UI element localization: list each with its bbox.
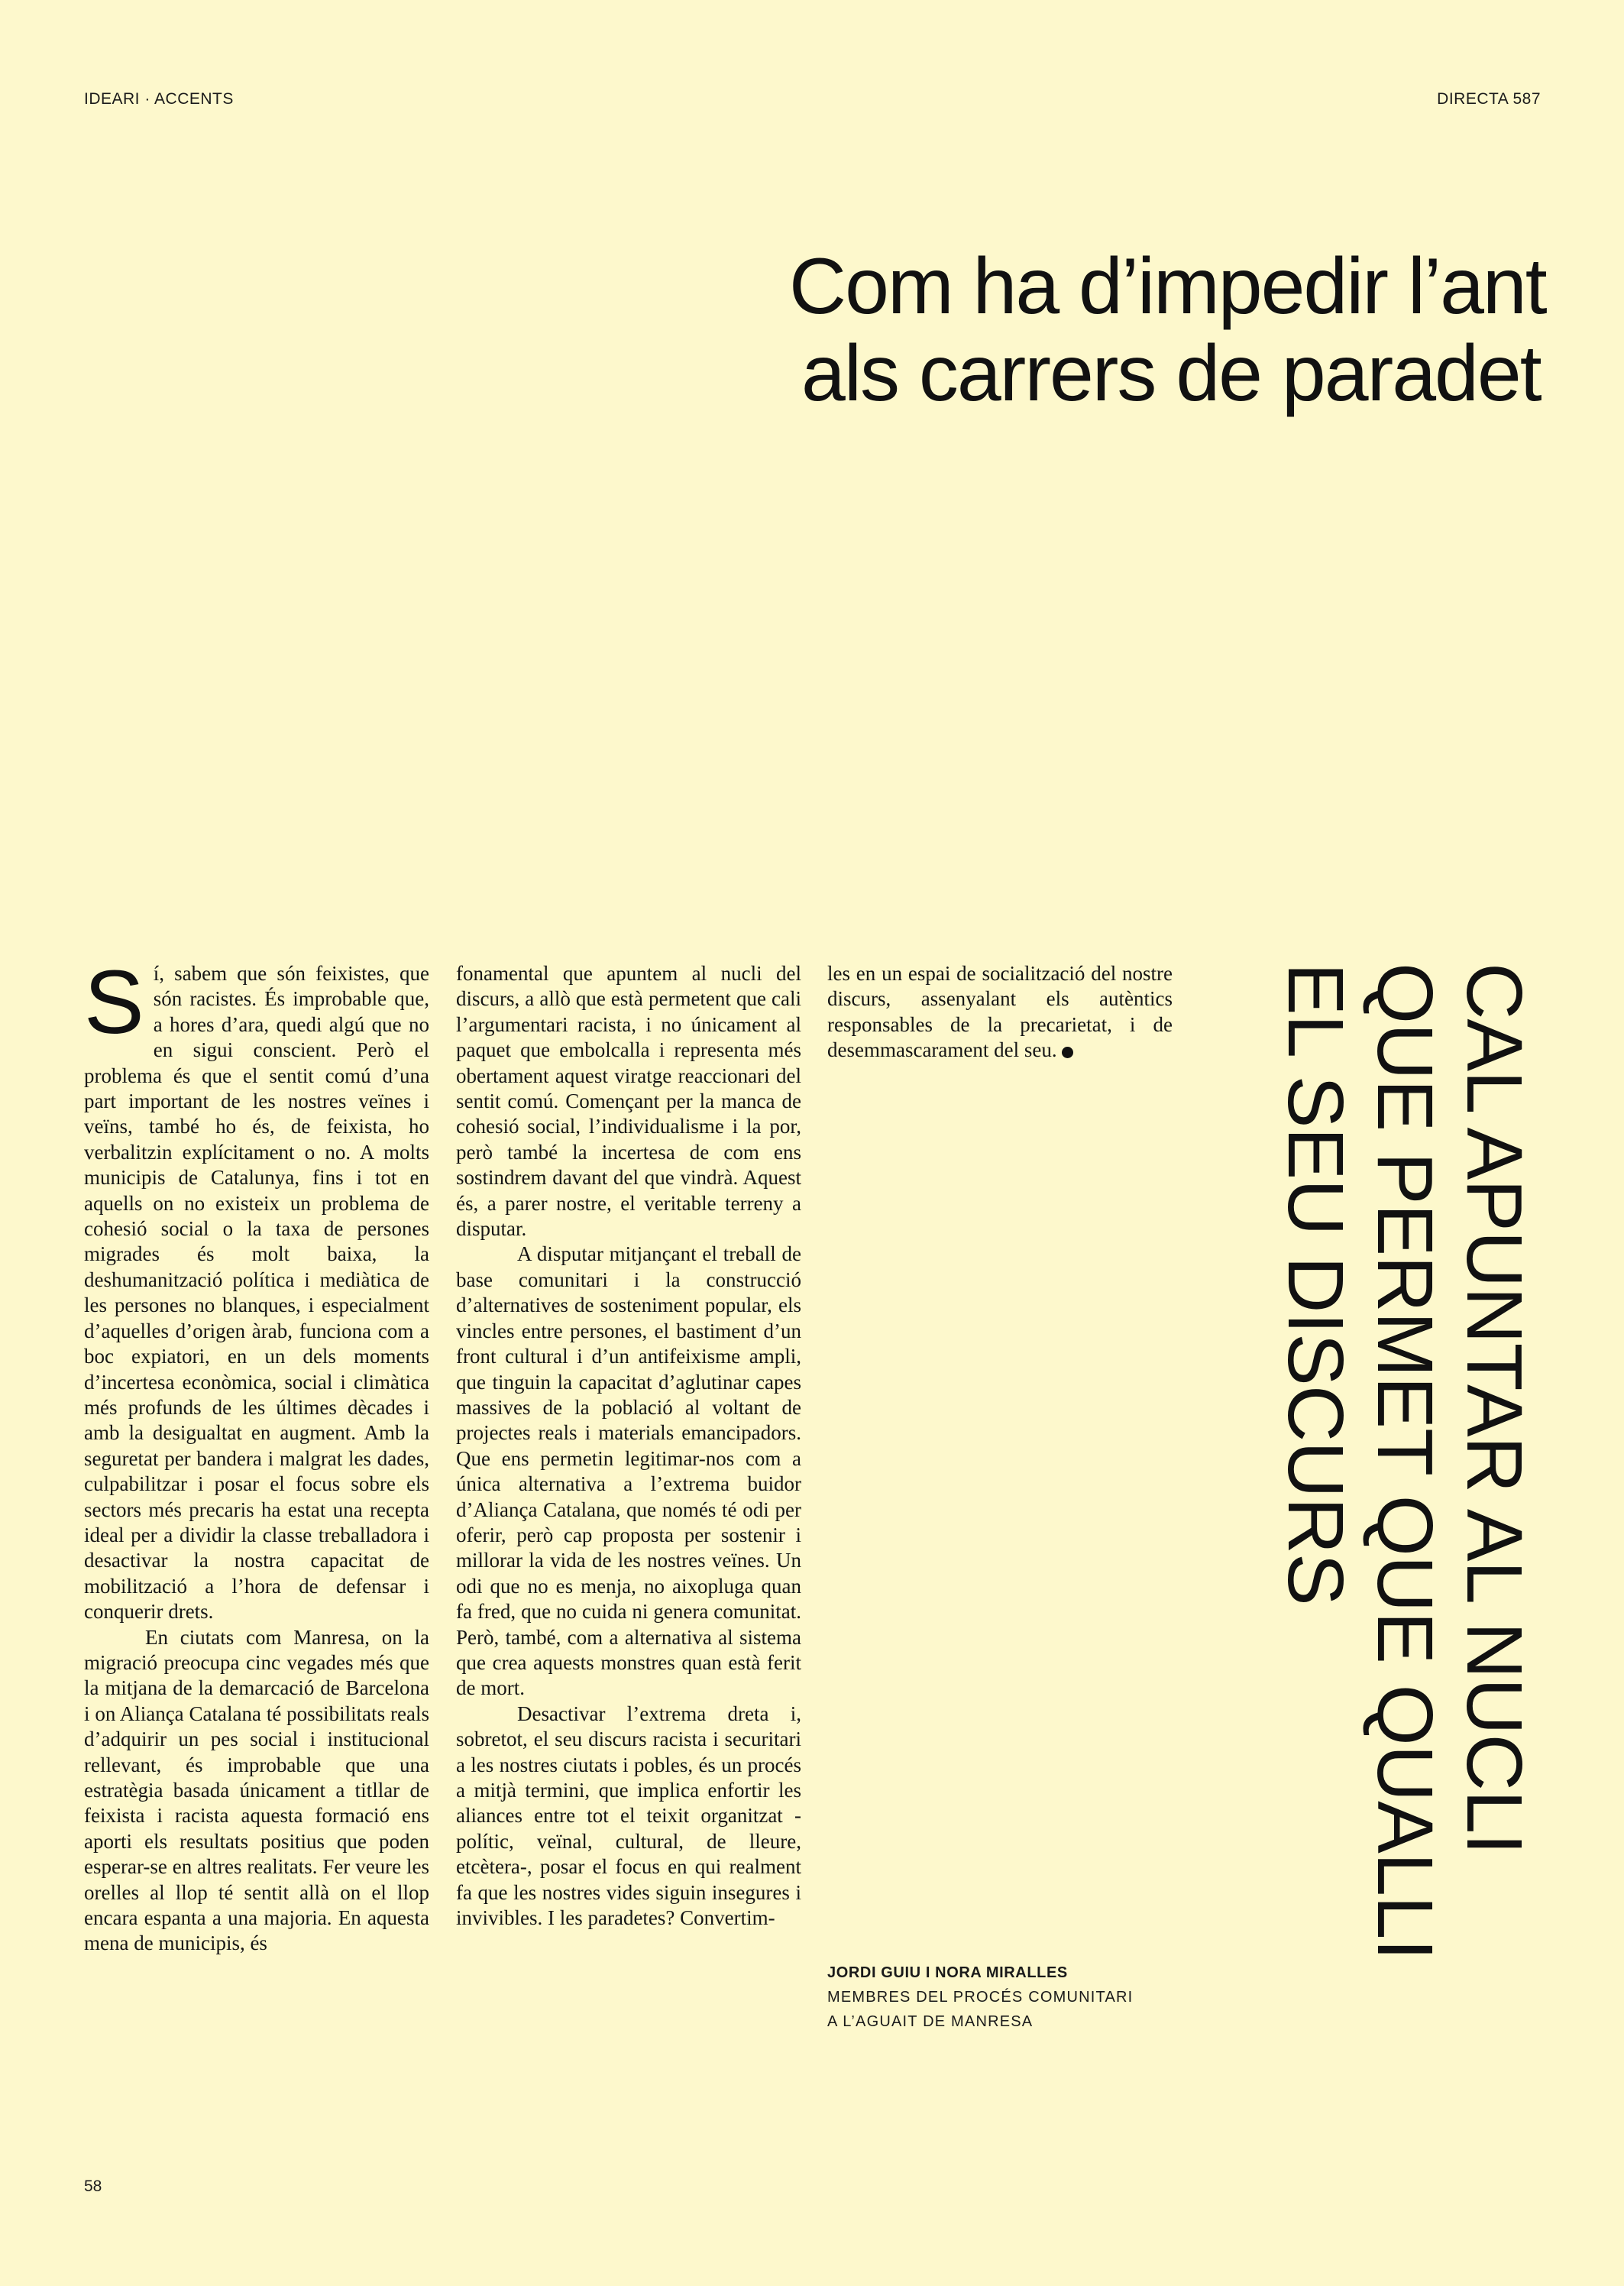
section-header: IDEARI · ACCENTS [84, 90, 234, 108]
article-title [789, 243, 1624, 417]
paragraph [84, 952, 429, 1625]
article-column-3 [827, 961, 1173, 1064]
page-number: 58 [84, 2178, 102, 2195]
pull-quote-line-2: QUE PERMET QUE QUALLI [1361, 963, 1449, 1960]
author-role-line-1: MEMBRES DEL PROCÉS COMUNITARI [827, 1989, 1134, 2006]
paragraph: fonamental que apuntem al nucli del discurs, a allò que està permetent que cali l’argumentari racista, i no únicament al paquet que embolcalla i representa més obertament aquest viratge reaccionari del sentit comú. Començant per la manca de cohesió social, l’individualisme i la por, però també la incertesa de com ens sostindrem davant del que vindrà. Aquest és, a parer nostre, el veritable terreny a disputar. [456, 962, 801, 1241]
title-line-2: als carrers de paradet [801, 329, 1541, 418]
paragraph [827, 961, 1173, 1064]
drop-cap: S [84, 952, 144, 1053]
paragraph-text: í, sabem que són feixistes, que són racistes. És improbable que, a hores d’ara, quedi algú que no en sigui conscient. Però el problema és que el sentit comú d’una part important de les nostres veïnes i veïns, també ho és, de feixista, ho verbalitzin explícitament o no. A molts municipis de Catalunya, fins i tot en aquells on no existeix un problema de cohesió social o la taxa de persones migrades és molt baixa, la deshumanització política i mediàtica de les persones no blanques, i especialment d’aquelles d’origen àrab, funciona com a boc expiatori, en un dels moments d’incertesa econòmica, social i climàtica més profunds de les últimes dècades i amb la desigualtat en augment. Amb la seguretat per bandera i malgrat les dades, culpabilitzar i posar el focus sobre els sectors més precaris ha estat una recepta ideal per a dividir la classe treballadora i desactivar la nostra capacitat de mobilització a l’hora de defensar i conquerir drets. [84, 962, 429, 1624]
paragraph: A disputar mitjançant el treball de base comunitari i la construcció d’alternatives de sosteniment popular, els vincles entre persones, el bastiment d’un front cultural i d’un antifeixisme ampli, que tinguin la capacitat d’aglutinar capes massives de la població al voltant de projectes reals i materials emancipadors. Que ens permetin legitimar-nos com a única alternativa a l’extrema buidor d’Aliança Catalana, que només té odi per oferir, però cap proposta per sostenir i millorar la vida de les nostres veïnes. Un odi que no es menja, no aixopluga quan fa fred, que no cuida ni genera comunitat. Però, també, com a alternativa al sistema que crea aquests monstres quan està ferit de mort. [456, 1242, 801, 1700]
pull-quote-line-3: EL SEU DISCURS [1272, 963, 1360, 1605]
byline [827, 1961, 1133, 2034]
author-names: JORDI GUIU I NORA MIRALLES [827, 1964, 1068, 1981]
end-mark-icon [1062, 1047, 1073, 1058]
author-role-line-2: A L’AGUAIT DE MANRESA [827, 2013, 1034, 2030]
paragraph-text: les en un espai de socialització del nostre discurs, assenyalant els autèntics responsables de la precarietat, i de desemmascarament del seu. [827, 962, 1173, 1062]
paragraph: Desactivar l’extrema dreta i, sobretot, el seu discurs racista i securitari a les nostres ciutats i pobles, és un procés a mitjà termini, que implica enfortir les aliances entre tot el teixit organitzat -polític, veïnal, cultural, de lleure, etcètera-, posar el focus en qui realment fa que les nostres vides siguin insegures i invivibles. I les paradetes? Convertim- [456, 1702, 801, 1930]
title-line-1: Com ha d’impedir l’ant [789, 242, 1546, 331]
issue-header: DIRECTA 587 [1437, 90, 1541, 108]
article-column-2 [456, 961, 801, 1931]
pull-quote-line-1: CAL APUNTAR AL NUCLI [1451, 963, 1538, 1854]
article-column-1 [84, 952, 429, 1957]
paragraph: En ciutats com Manresa, on la migració preocupa cinc vegades més que la mitjana de la demarcació de Barcelona i on Aliança Catalana té possibilitats reals d’adquirir un pes social i institucional rellevant, és improbable que una estratègia basada únicament a titllar de feixista i racista aquesta formació ens aporti els resultats positius que poden esperar-se en altres realitats. Fer veure les orelles al llop té sentit allà on el llop encara espanta a una majoria. En aquesta mena de municipis, és [84, 1625, 429, 1955]
pull-quote [1272, 963, 1539, 2002]
